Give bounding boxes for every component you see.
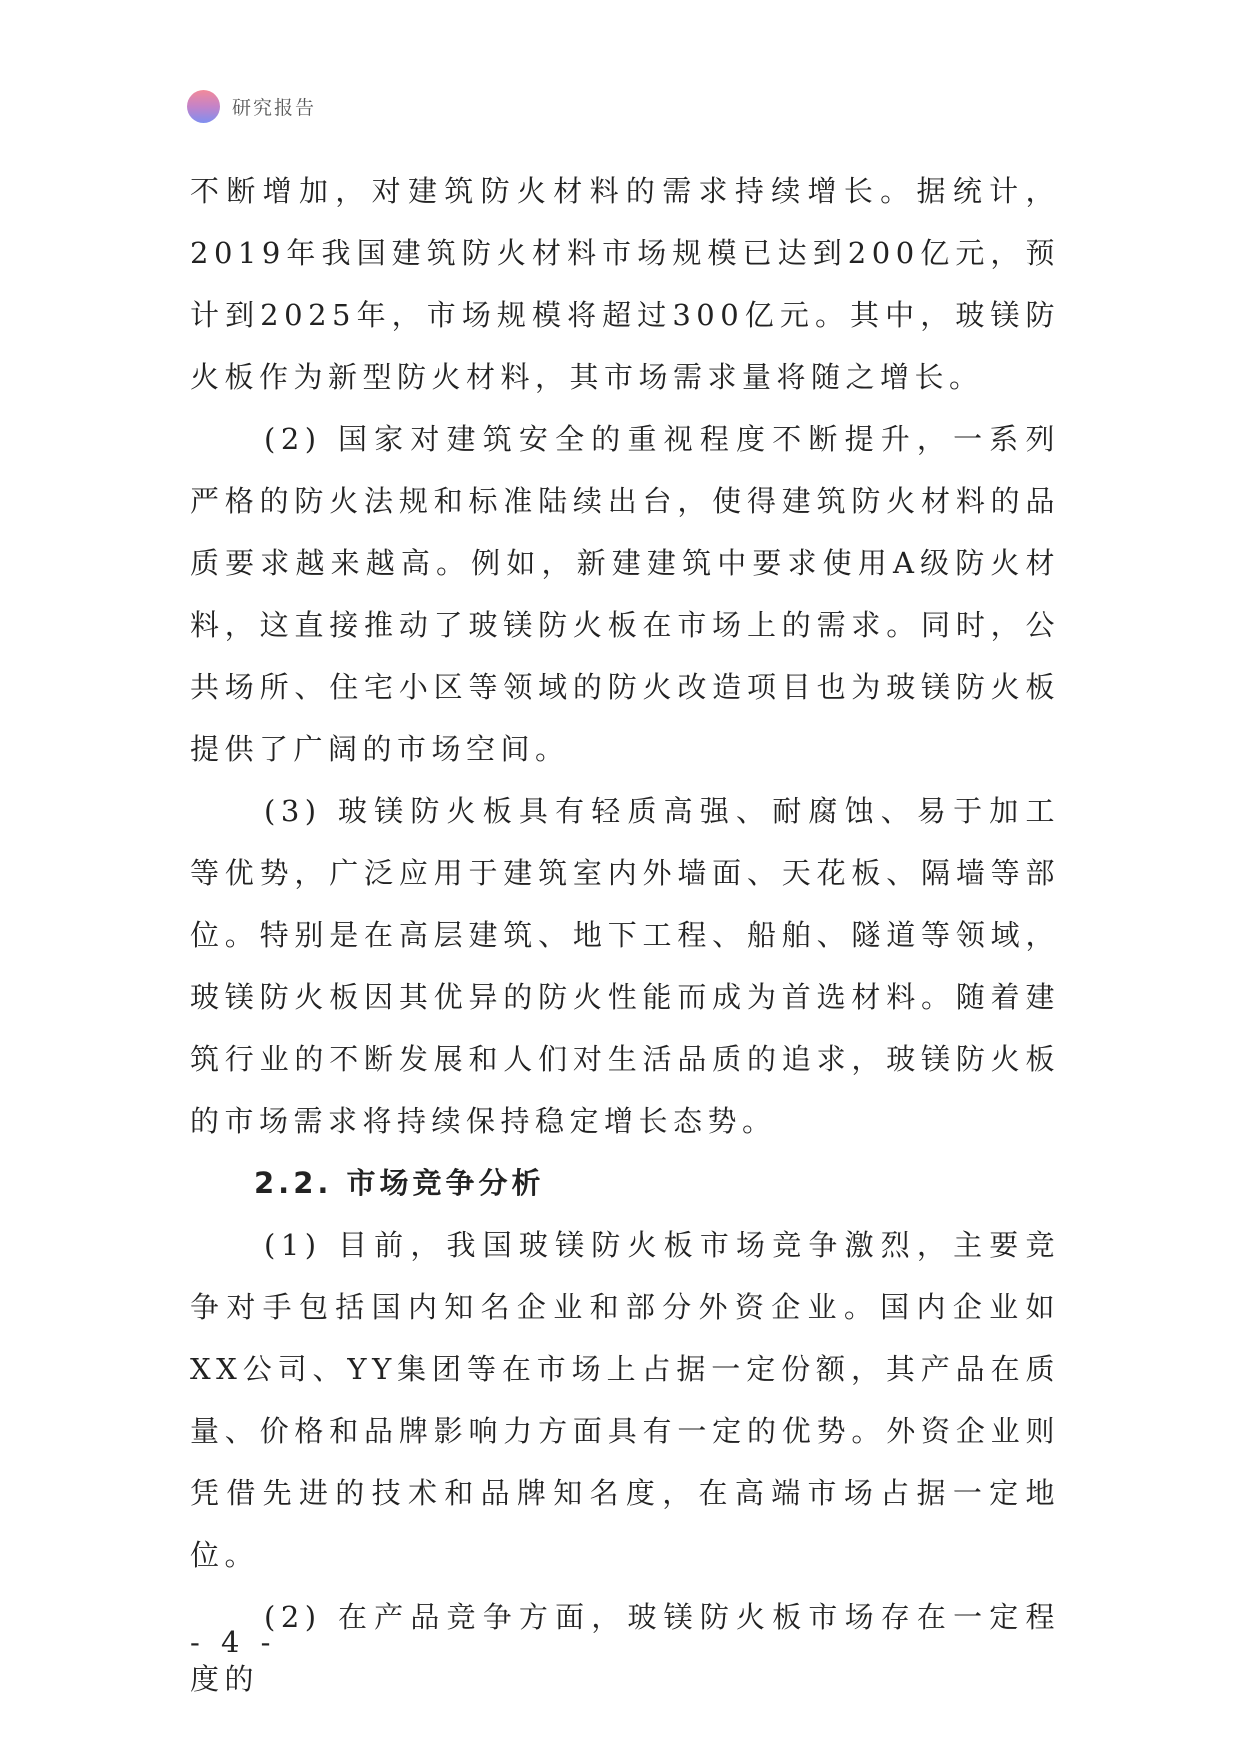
section-heading: 2.2. 市场竞争分析: [254, 1166, 545, 1200]
page-number: - 4 -: [190, 1625, 277, 1659]
document-body: [190, 160, 1060, 1710]
paragraph-competition-1: (1) 目前，我国玻镁防火板市场竞争激烈，主要竞争对手包括国内知名企业和部分外资企业。国内企业如XX公司、YY集团等在市场上占据一定份额，其产品在质量、价格和品牌影响力方面具有一定的优势。外资企业则凭借先进的技术和品牌知名度，在高端市场占据一定地位。: [190, 1228, 1060, 1572]
page-header: [187, 88, 316, 124]
paragraph-continued: 不断增加，对建筑防火材料的需求持续增长。据统计，2019年我国建筑防火材料市场规模已达到200亿元，预计到2025年，市场规模将超过300亿元。其中，玻镁防火板作为新型防火材料，其市场需求量将随之增长。: [190, 174, 1060, 394]
header-title: 研究报告: [232, 96, 317, 119]
logo-icon: [187, 90, 220, 123]
paragraph-competition-2: (2) 在产品竞争方面，玻镁防火板市场存在一定程度的: [190, 1600, 1060, 1696]
paragraph-2: (2) 国家对建筑安全的重视程度不断提升，一系列严格的防火法规和标准陆续出台，使得建筑防火材料的品质要求越来越高。例如，新建建筑中要求使用A级防火材料，这直接推动了玻镁防火板在市场上的需求。同时，公共场所、住宅小区等领域的防火改造项目也为玻镁防火板提供了广阔的市场空间。: [190, 422, 1060, 766]
paragraph-3: (3) 玻镁防火板具有轻质高强、耐腐蚀、易于加工等优势，广泛应用于建筑室内外墙面、天花板、隔墙等部位。特别是在高层建筑、地下工程、船舶、隧道等领域，玻镁防火板因其优异的防火性能而成为首选材料。随着建筑行业的不断发展和人们对生活品质的追求，玻镁防火板的市场需求将持续保持稳定增长态势。: [190, 794, 1060, 1138]
